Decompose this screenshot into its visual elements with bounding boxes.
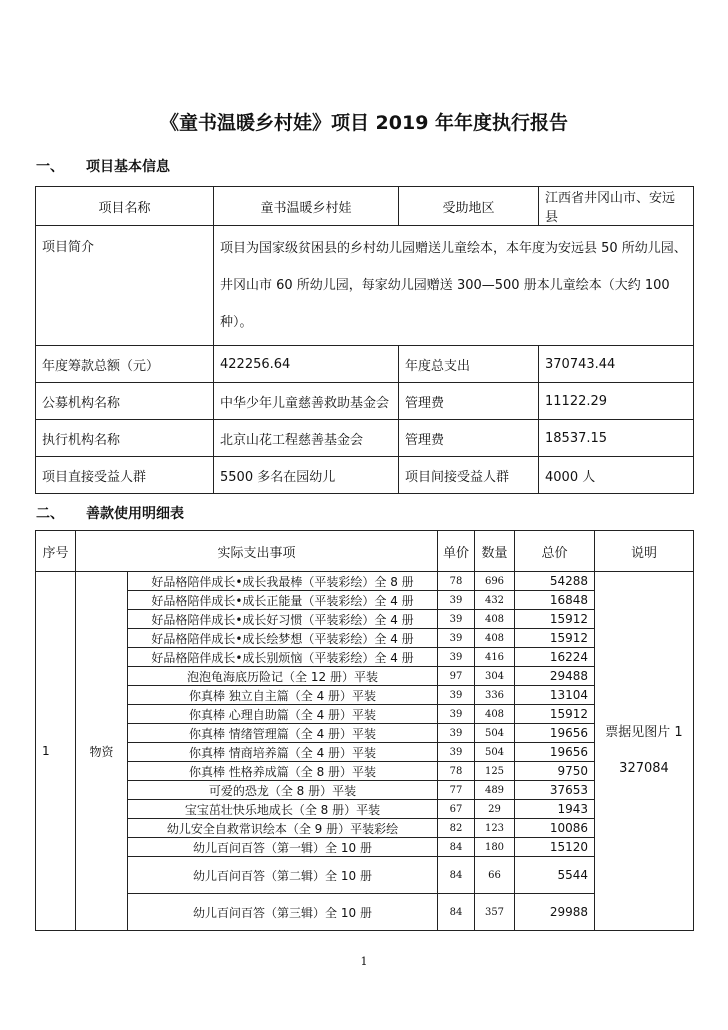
price-cell: 39 <box>438 686 475 705</box>
item-cell: 你真棒 情绪管理篇（全 4 册）平装 <box>128 724 438 743</box>
indirect-beneficiary-value: 4000 人 <box>539 457 694 494</box>
region-label: 受助地区 <box>399 187 539 226</box>
item-cell: 好品格陪伴成长•成长好习惯（平装彩绘）全 4 册 <box>128 610 438 629</box>
total-cell: 13104 <box>515 686 595 705</box>
qty-cell: 504 <box>475 743 515 762</box>
item-cell: 你真棒 情商培养篇（全 4 册）平装 <box>128 743 438 762</box>
fee2-value: 18537.15 <box>539 420 694 457</box>
total-cell: 5544 <box>515 857 595 894</box>
price-cell: 39 <box>438 743 475 762</box>
raised-value: 422256.64 <box>214 346 399 383</box>
price-cell: 84 <box>438 894 475 931</box>
info-row <box>36 420 694 457</box>
price-cell: 78 <box>438 572 475 591</box>
info-row <box>36 187 694 226</box>
qty-cell: 408 <box>475 629 515 648</box>
price-cell: 84 <box>438 838 475 857</box>
qty-cell: 408 <box>475 705 515 724</box>
qty-cell: 432 <box>475 591 515 610</box>
section-heading-fund-usage <box>36 503 184 523</box>
price-cell: 78 <box>438 762 475 781</box>
item-cell: 你真棒 心理自助篇（全 4 册）平装 <box>128 705 438 724</box>
project-name-label: 项目名称 <box>36 187 214 226</box>
price-cell: 82 <box>438 819 475 838</box>
price-cell: 39 <box>438 629 475 648</box>
item-cell: 幼儿百问百答（第二辑）全 10 册 <box>128 857 438 894</box>
basic-info-table <box>35 186 694 494</box>
price-cell: 84 <box>438 857 475 894</box>
table-row <box>36 572 694 591</box>
direct-beneficiary-value: 5500 多名在园幼儿 <box>214 457 399 494</box>
report-title: 《童书温暖乡村娃》项目 2019 年年度执行报告 <box>159 112 569 134</box>
item-cell: 可爱的恐龙（全 8 册）平装 <box>128 781 438 800</box>
price-cell: 39 <box>438 591 475 610</box>
info-row <box>36 383 694 420</box>
header-item: 实际支出事项 <box>76 531 438 572</box>
section-number: 二、 <box>36 506 64 522</box>
fee1-label: 管理费 <box>399 383 539 420</box>
qty-cell: 336 <box>475 686 515 705</box>
direct-beneficiary-label: 项目直接受益人群 <box>36 457 214 494</box>
qty-cell: 489 <box>475 781 515 800</box>
total-cell: 19656 <box>515 724 595 743</box>
price-cell: 97 <box>438 667 475 686</box>
total-cell: 37653 <box>515 781 595 800</box>
indirect-beneficiary-label: 项目间接受益人群 <box>399 457 539 494</box>
qty-cell: 408 <box>475 610 515 629</box>
qty-cell: 504 <box>475 724 515 743</box>
section-label: 善款使用明细表 <box>86 506 184 522</box>
price-cell: 77 <box>438 781 475 800</box>
exec-org-value: 北京山花工程慈善基金会 <box>214 420 399 457</box>
item-cell: 好品格陪伴成长•成长我最棒（平装彩绘）全 8 册 <box>128 572 438 591</box>
total-cell: 15912 <box>515 705 595 724</box>
item-cell: 好品格陪伴成长•成长正能量（平装彩绘）全 4 册 <box>128 591 438 610</box>
public-org-value: 中华少年儿童慈善救助基金会 <box>214 383 399 420</box>
fund-usage-table <box>35 530 694 931</box>
item-cell: 幼儿安全自救常识绘本（全 9 册）平装彩绘 <box>128 819 438 838</box>
price-cell: 39 <box>438 648 475 667</box>
spent-label: 年度总支出 <box>399 346 539 383</box>
item-cell: 宝宝茁壮快乐地成长（全 8 册）平装 <box>128 800 438 819</box>
total-cell: 16848 <box>515 591 595 610</box>
note-amount: 327084 <box>619 761 669 776</box>
item-cell: 好品格陪伴成长•成长别烦恼（平装彩绘）全 4 册 <box>128 648 438 667</box>
header-total: 总价 <box>515 531 595 572</box>
row-category: 物资 <box>76 572 128 931</box>
header-price: 单价 <box>438 531 475 572</box>
info-row <box>36 457 694 494</box>
project-name-value: 童书温暖乡村娃 <box>214 187 399 226</box>
qty-cell: 125 <box>475 762 515 781</box>
total-cell: 1943 <box>515 800 595 819</box>
qty-cell: 357 <box>475 894 515 931</box>
qty-cell: 304 <box>475 667 515 686</box>
total-cell: 54288 <box>515 572 595 591</box>
qty-cell: 696 <box>475 572 515 591</box>
note-receipt-text: 票据见图片 1 <box>605 725 683 740</box>
item-cell: 幼儿百问百答（第三辑）全 10 册 <box>128 894 438 931</box>
price-cell: 67 <box>438 800 475 819</box>
intro-value: 项目为国家级贫困县的乡村幼儿园赠送儿童绘本，本年度为安远县 50 所幼儿园、 井冈山市 60 所幼儿园，每家幼儿园赠送 300—500 册本儿童绘本（大约 100 种）。 <box>214 226 694 346</box>
qty-cell: 416 <box>475 648 515 667</box>
qty-cell: 29 <box>475 800 515 819</box>
total-cell: 9750 <box>515 762 595 781</box>
section-label: 项目基本信息 <box>86 159 170 175</box>
page-number: 1 <box>360 955 368 968</box>
fee2-label: 管理费 <box>399 420 539 457</box>
item-cell: 泡泡龟海底历险记（全 12 册）平装 <box>128 667 438 686</box>
total-cell: 16224 <box>515 648 595 667</box>
price-cell: 39 <box>438 610 475 629</box>
total-cell: 29488 <box>515 667 595 686</box>
total-cell: 10086 <box>515 819 595 838</box>
row-seq: 1 <box>36 572 76 931</box>
qty-cell: 180 <box>475 838 515 857</box>
info-row <box>36 226 694 346</box>
table-header-row <box>36 531 694 572</box>
header-seq: 序号 <box>36 531 76 572</box>
exec-org-label: 执行机构名称 <box>36 420 214 457</box>
item-cell: 你真棒 独立自主篇（全 4 册）平装 <box>128 686 438 705</box>
intro-label: 项目简介 <box>36 226 214 346</box>
section-number: 一、 <box>36 159 64 175</box>
price-cell: 39 <box>438 724 475 743</box>
public-org-label: 公募机构名称 <box>36 383 214 420</box>
price-cell: 39 <box>438 705 475 724</box>
raised-label: 年度筹款总额（元） <box>36 346 214 383</box>
fee1-value: 11122.29 <box>539 383 694 420</box>
region-value: 江西省井冈山市、安远县 <box>539 187 694 226</box>
header-qty: 数量 <box>475 531 515 572</box>
total-cell: 15912 <box>515 629 595 648</box>
section-heading-basic-info <box>36 156 170 176</box>
qty-cell: 66 <box>475 857 515 894</box>
total-cell: 19656 <box>515 743 595 762</box>
item-cell: 你真棒 性格养成篇（全 8 册）平装 <box>128 762 438 781</box>
item-cell: 幼儿百问百答（第一辑）全 10 册 <box>128 838 438 857</box>
note-cell <box>595 572 694 931</box>
qty-cell: 123 <box>475 819 515 838</box>
total-cell: 15912 <box>515 610 595 629</box>
header-note: 说明 <box>595 531 694 572</box>
item-cell: 好品格陪伴成长•成长绘梦想（平装彩绘）全 4 册 <box>128 629 438 648</box>
spent-value: 370743.44 <box>539 346 694 383</box>
total-cell: 15120 <box>515 838 595 857</box>
total-cell: 29988 <box>515 894 595 931</box>
info-row <box>36 346 694 383</box>
